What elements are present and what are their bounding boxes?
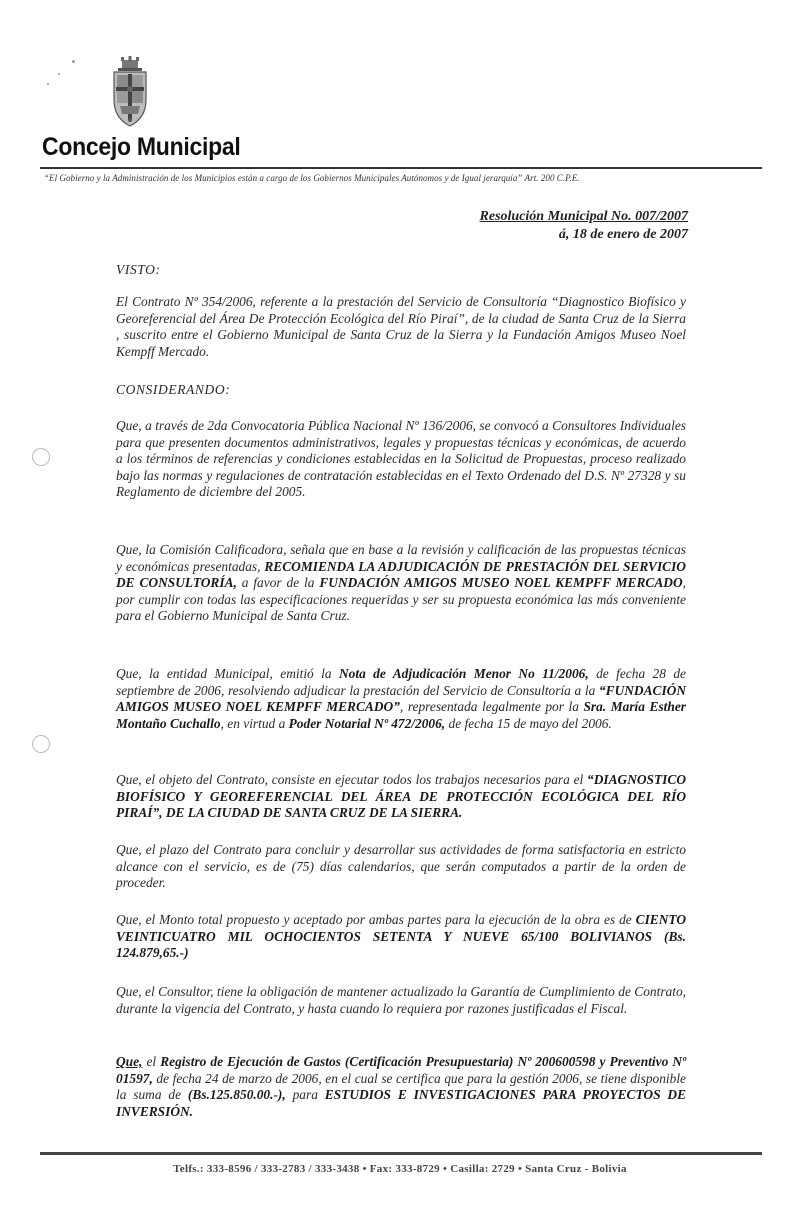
p3-text-5: de fecha 15 de mayo del 2006. (445, 715, 612, 731)
p8-text-1: el (142, 1054, 161, 1069)
considerando-paragraph-6 (116, 912, 686, 962)
resolution-title: Resolución Municipal No. 007/2007 (479, 209, 688, 224)
scan-speck (47, 83, 49, 85)
p8-bold-1: Registro de Ejecución de Gastos (Certificación Presupuestaria) Nº 200600598 y Preventivo Nº 01597, (116, 1054, 687, 1086)
considerando-paragraph-2 (116, 542, 686, 625)
p3-text-2: de fecha 28 de septiembre de 2006, resolviendo adjudicar la prestación del Servicio de Consultoría a la (116, 666, 686, 698)
p4-bold-1: “DIAGNOSTICO BIOFÍSICO Y GEOREFERENCIAL DEL ÁREA DE PROTECCIÓN ECOLÓGICA DEL RÍO PIRAÍ”, DE LA CIUDAD DE SANTA CRUZ DE LA SIERRA. (116, 772, 686, 821)
p6-bold-1: CIENTO VEINTICUATRO MIL OCHOCIENTOS SETENTA Y NUEVE 65/100 BOLIVIANOS (Bs. 124.879,65.-) (116, 912, 686, 961)
p2-bold-2: FUNDACIÓN AMIGOS MUSEO NOEL KEMPFF MERCADO (319, 575, 683, 591)
considerando-heading: CONSIDERANDO: (116, 382, 231, 397)
visto-paragraph: El Contrato Nº 354/2006, referente a la prestación del Servicio de Consultoría “Diagnostico Biofísico y Georeferencial del Área De Protección Ecológica del Río Piraí”, de la ciudad de Santa Cruz de la Sierra , suscrito entre el Gobierno Municipal de Santa Cruz de la Sierra y la Fundación Amigos Museo Noel Kempff Mercado. (116, 294, 686, 359)
p2-text-3: , por cumplir con todas las especificaciones requeridas y ser su propuesta económica las más conveniente para el Gobierno Municipal de Santa Cruz. (116, 575, 686, 624)
header-divider (40, 167, 762, 169)
considerando-paragraph-3 (116, 666, 686, 732)
considerando-paragraph-4 (116, 772, 686, 822)
considerando-paragraph-8 (116, 1054, 686, 1120)
p8-bold-3: ESTUDIOS E INVESTIGACIONES PARA PROYECTOS DE INVERSIÓN. (116, 1087, 687, 1119)
p3-bold-2: “FUNDACIÓN AMIGOS MUSEO NOEL KEMPFF MERCADO” (116, 682, 686, 715)
p6-text-1: Que, el Monto total propuesto y aceptado por ambas partes para la ejecución de la obra es de (116, 912, 636, 927)
p2-text-2: a favor de la (236, 575, 320, 591)
footer-divider (40, 1152, 762, 1155)
p3-bold-3: Sra. María Esther Montaño Cuchallo (116, 699, 686, 731)
p3-text-3: , representada legalmente por la (399, 699, 584, 715)
scan-speck (72, 60, 75, 63)
p4-text-1: Que, el objeto del Contrato, consiste en ejecutar todos los trabajos necesarios para el (116, 772, 588, 787)
p2-bold-1: RECOMIENDA LA ADJUDICACIÓN DE PRESTACIÓN DEL SERVICIO DE CONSULTORÍA, (116, 558, 686, 591)
p3-bold-1: Nota de Adjudicación Menor No 11/2006, (338, 666, 589, 681)
p8-bold-2: (Bs.125.850.00.-), (187, 1087, 286, 1103)
scan-speck (58, 73, 60, 75)
p3-text-1: Que, la entidad Municipal, emitió la (116, 666, 339, 681)
p2-text-1: Que, la Comisión Calificadora, señala que en base a la revisión y calificación de las propuestas técnicas y económicas presentadas, (116, 542, 686, 574)
punch-hole (32, 448, 50, 466)
coat-of-arms-icon (108, 56, 152, 132)
org-name: Concejo Municipal (42, 133, 241, 161)
punch-hole (32, 735, 50, 753)
p8-text-2: de fecha 24 de marzo de 2006, en el cual se certifica que para la gestión 2006, se tiene disponible la suma de (116, 1070, 686, 1103)
resolution-block (480, 208, 688, 244)
header-motto: “El Gobierno y la Administración de los Municipios están a cargo de los Gobiernos Municipales Autónomos y de Igual jerarquía” Art. 200 C.P.E. (44, 173, 580, 183)
resolution-date: á, 18 de enero de 2007 (558, 227, 688, 242)
p3-text-4: , en virtud a (220, 715, 289, 731)
p8-text-3: para (285, 1087, 325, 1103)
considerando-paragraph-7: Que, el Consultor, tiene la obligación de mantener actualizado la Garantía de Cumplimiento de Contrato, durante la vigencia del Contrato, y hasta cuando lo requiera por razones justificadas el Fiscal. (116, 984, 686, 1016)
considerando-paragraph-1: Que, a través de 2da Convocatoria Pública Nacional Nº 136/2006, se convocó a Consultores Individuales para que presenten documentos administrativos, legales y propuestas técnicas y económicas, de acuerdo a los términos de referencias y condiciones establecidas en la Solicitud de Propuestas, proceso realizado bajo las normas y regulaciones de contratación establecidas en el Texto Ordenado del D.S. Nº 27328 y su Reglamento de diciembre del 2005. (116, 418, 686, 500)
p3-bold-4: Poder Notarial Nº 472/2006, (288, 715, 446, 731)
p8-bold-0: Que, (116, 1054, 143, 1069)
visto-heading: VISTO: (116, 262, 161, 277)
considerando-paragraph-5: Que, el plazo del Contrato para concluir y desarrollar sus actividades de forma satisfactoria en estricto alcance con el servicio, es de (75) días calendarios, que serán computados a partir de la orden de proceder. (116, 842, 686, 891)
footer-contact: Telfs.: 333-8596 / 333-2783 / 333-3438 • Fax: 333-8729 • Casilla: 2729 • Santa Cruz - Bolivia (173, 1163, 627, 1175)
